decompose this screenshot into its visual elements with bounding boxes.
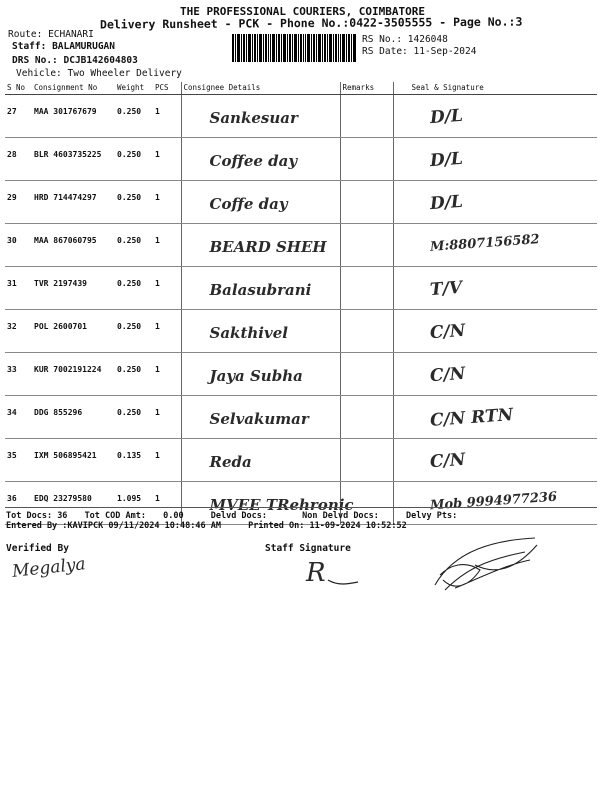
consignee-handwriting: MVEE TRehronic: [209, 495, 354, 514]
cell-pcs: 1: [153, 94, 181, 137]
cell-weight: 0.250: [115, 352, 153, 395]
route-line: [8, 29, 94, 40]
cell-sno: 34: [5, 395, 32, 438]
cell-pcs: 1: [153, 352, 181, 395]
cell-weight: 0.250: [115, 137, 153, 180]
consignee-handwriting: Coffe day: [209, 194, 288, 213]
seal-handwriting: M:8807156582: [429, 231, 540, 255]
tot-docs-label: Tot Docs:: [6, 511, 53, 521]
cell-consignee: [181, 137, 340, 180]
seal-handwriting: C/N: [428, 449, 466, 472]
cell-remarks: [340, 223, 393, 266]
cell-pcs: 1: [153, 438, 181, 481]
verified-by-label: Verified By: [6, 543, 69, 554]
cell-weight: 0.250: [115, 223, 153, 266]
col-pcs-header: PCS: [153, 82, 181, 94]
cell-remarks: [340, 180, 393, 223]
scribble-signature-icon: [425, 530, 545, 600]
drs-label: DRS No.:: [12, 55, 58, 66]
seal-handwriting: D/L: [428, 148, 464, 171]
cell-pcs: 1: [153, 395, 181, 438]
cell-weight: 1.095: [115, 481, 153, 524]
printed-on-label: Printed On:: [248, 521, 305, 531]
col-consignee-header: Consignee Details: [181, 82, 340, 94]
barcode-image: [232, 34, 356, 62]
cell-seal: [393, 438, 597, 481]
rs-date-line: [362, 46, 476, 57]
staff-label: Staff:: [12, 41, 47, 52]
cell-sno: 28: [5, 137, 32, 180]
cell-sno: 27: [5, 94, 32, 137]
cell-weight: 0.250: [115, 309, 153, 352]
cell-consignee: [181, 352, 340, 395]
cell-remarks: [340, 94, 393, 137]
cell-weight: 0.250: [115, 94, 153, 137]
entered-by-value: KAVIPCK 09/11/2024 10:48:46 AM: [67, 521, 221, 531]
cell-remarks: [340, 352, 393, 395]
cell-consignment: MAA 301767679: [32, 94, 115, 137]
vehicle-label: Vehicle:: [16, 68, 62, 79]
cell-consignment: POL 2600701: [32, 309, 115, 352]
cell-sno: 32: [5, 309, 32, 352]
verified-signature: Megalya: [11, 554, 87, 582]
rs-no-value: 1426048: [407, 34, 448, 45]
seal-handwriting: C/N: [428, 363, 466, 386]
cell-consignee: [181, 438, 340, 481]
col-weight-header: Weight: [115, 82, 153, 94]
consignee-handwriting: Balasubrani: [209, 280, 312, 299]
cell-seal: [393, 395, 597, 438]
cell-seal: [393, 223, 597, 266]
cell-sno: 31: [5, 266, 32, 309]
cell-consignment: BLR 4603735225: [32, 137, 115, 180]
cell-remarks: [340, 309, 393, 352]
cell-consignment: KUR 7002191224: [32, 352, 115, 395]
cell-pcs: 1: [153, 481, 181, 524]
cell-weight: 0.250: [115, 180, 153, 223]
entered-line: [6, 521, 407, 531]
tot-docs-value: 36: [57, 511, 68, 521]
cell-pcs: 1: [153, 137, 181, 180]
cell-consignment: TVR 2197439: [32, 266, 115, 309]
delvd-docs-label: Delvd Docs:: [210, 511, 268, 521]
cell-pcs: 1: [153, 223, 181, 266]
col-consignment-header: Consignment No: [32, 82, 115, 94]
footer-divider: [5, 507, 597, 508]
consignee-handwriting: Selvakumar: [209, 409, 309, 428]
cell-consignment: EDQ 23279580: [32, 481, 115, 524]
cell-remarks: [340, 395, 393, 438]
rs-date-value: 11-Sep-2024: [413, 46, 477, 57]
consignee-handwriting: Jaya Subha: [209, 366, 303, 385]
drs-value: DCJB142604803: [63, 55, 138, 66]
table-row: [5, 395, 597, 438]
cell-seal: [393, 352, 597, 395]
drs-line: [12, 55, 138, 66]
seal-handwriting: D/L: [428, 105, 464, 128]
cell-sno: 35: [5, 438, 32, 481]
cell-sno: 30: [5, 223, 32, 266]
company-name: THE PROFESSIONAL COURIERS, COIMBATORE: [180, 5, 426, 18]
staff-line: [12, 41, 115, 52]
cell-weight: 0.250: [115, 266, 153, 309]
runsheet-subtitle: Delivery Runsheet - PCK - Phone No.:0422-3505555 - Page No.:3: [99, 14, 523, 32]
cell-remarks: [340, 438, 393, 481]
seal-handwriting: Mob 9994977236: [429, 489, 558, 513]
cell-weight: 0.250: [115, 395, 153, 438]
delvy-pts-label: Delvy Pts:: [406, 511, 458, 521]
cell-consignee: [181, 180, 340, 223]
table-row: [5, 137, 597, 180]
cell-weight: 0.135: [115, 438, 153, 481]
table-row: [5, 309, 597, 352]
cell-seal: [393, 94, 597, 137]
cell-consignment: MAA 867060795: [32, 223, 115, 266]
cell-remarks: [340, 137, 393, 180]
table-row: [5, 94, 597, 137]
cell-seal: [393, 137, 597, 180]
vehicle-value: Two Wheeler Delivery: [67, 68, 182, 79]
cell-consignment: IXM 506895421: [32, 438, 115, 481]
cell-pcs: 1: [153, 266, 181, 309]
printed-on-value: 11-09-2024 10:52:52: [309, 521, 407, 531]
staff-signature-stroke-icon: [310, 560, 360, 590]
col-remarks-header: Remarks: [340, 82, 393, 94]
consignee-handwriting: Sakthivel: [209, 323, 288, 342]
cell-consignee: [181, 94, 340, 137]
non-delvd-docs-label: Non Delvd Docs:: [302, 511, 379, 521]
tot-cod-value: 0.00: [163, 511, 184, 521]
totals-line: [6, 511, 457, 521]
seal-handwriting: C/N RTN: [428, 404, 514, 431]
table-row: [5, 223, 597, 266]
col-sno-header: S No: [5, 82, 32, 94]
col-seal-header: Seal & Signature: [393, 82, 597, 94]
cell-seal: [393, 180, 597, 223]
route-value: ECHANARI: [48, 29, 94, 40]
cell-pcs: 1: [153, 180, 181, 223]
cell-consignment: DDG 855296: [32, 395, 115, 438]
table-row: [5, 180, 597, 223]
table-row: [5, 438, 597, 481]
rs-date-label: RS Date:: [362, 46, 408, 57]
cell-pcs: 1: [153, 309, 181, 352]
staff-value: BALAMURUGAN: [52, 41, 115, 52]
cell-consignment: HRD 714474297: [32, 180, 115, 223]
cell-consignee: [181, 266, 340, 309]
seal-handwriting: C/N: [428, 320, 466, 343]
consignee-handwriting: Coffee day: [209, 151, 298, 170]
cell-sno: 29: [5, 180, 32, 223]
cell-consignee: [181, 309, 340, 352]
tot-cod-label: Tot COD Amt:: [84, 511, 146, 521]
staff-signature-label: Staff Signature: [265, 543, 351, 554]
consignee-handwriting: BEARD SHEH: [209, 237, 327, 256]
cell-sno: 33: [5, 352, 32, 395]
runsheet-table: [5, 82, 597, 525]
cell-consignee: [181, 223, 340, 266]
rs-no-label: RS No.:: [362, 34, 403, 45]
table-row: [5, 352, 597, 395]
table-header-row: [5, 82, 597, 94]
consignee-handwriting: Reda: [209, 452, 252, 471]
cell-consignee: [181, 395, 340, 438]
cell-remarks: [340, 266, 393, 309]
cell-sno: 36: [5, 481, 32, 524]
seal-handwriting: D/L: [428, 191, 464, 214]
staff-signature: R: [306, 558, 326, 588]
cell-seal: [393, 309, 597, 352]
table-row: [5, 266, 597, 309]
rs-no-line: [362, 34, 448, 45]
entered-by-label: Entered By :: [6, 521, 68, 531]
route-label: Route:: [8, 29, 43, 40]
consignee-handwriting: Sankesuar: [209, 108, 298, 127]
cell-seal: [393, 266, 597, 309]
vehicle-line: [16, 68, 182, 79]
seal-handwriting: T/V: [428, 277, 463, 300]
